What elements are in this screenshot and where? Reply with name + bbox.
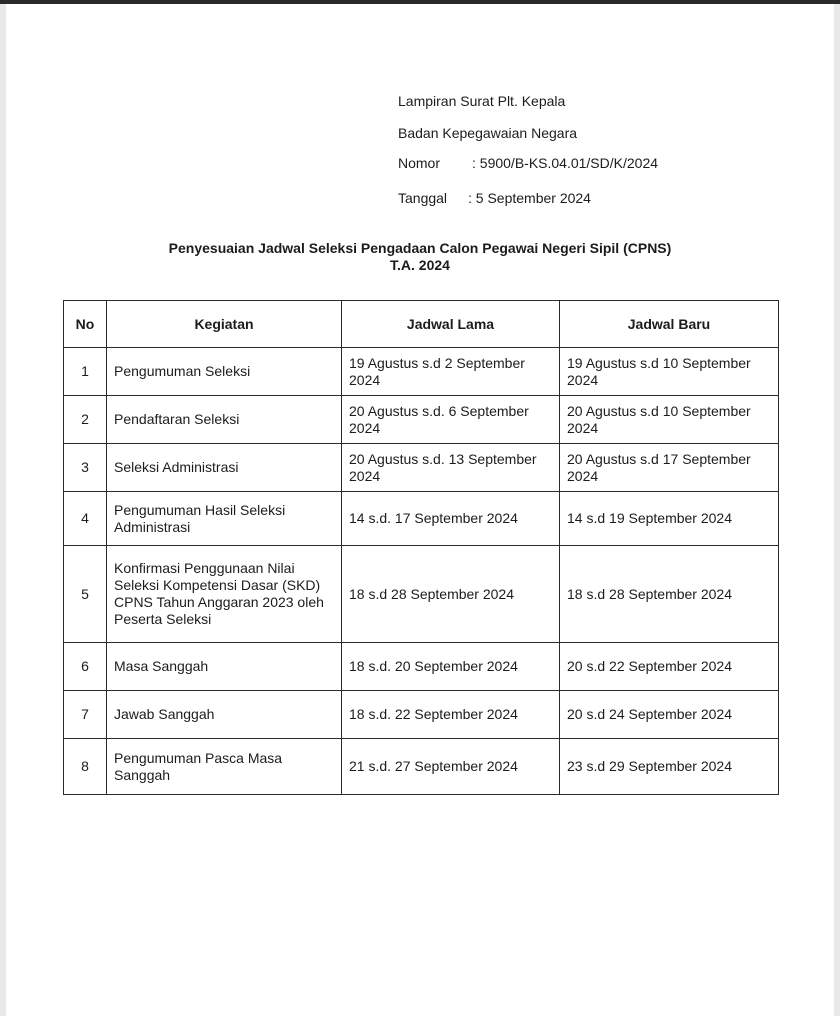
row-no: 3 bbox=[64, 444, 107, 492]
table-row bbox=[64, 348, 779, 396]
row-no: 2 bbox=[64, 396, 107, 444]
row-jadwal-lama: 20 Agustus s.d. 6 September 2024 bbox=[342, 396, 560, 444]
tanggal-label: Tanggal bbox=[398, 190, 448, 206]
row-jadwal-lama: 21 s.d. 27 September 2024 bbox=[342, 739, 560, 795]
row-jadwal-baru: 14 s.d 19 September 2024 bbox=[560, 492, 779, 546]
table-row bbox=[64, 492, 779, 546]
header-kegiatan: Kegiatan bbox=[107, 301, 342, 348]
row-kegiatan: Konfirmasi Penggunaan Nilai Seleksi Kompetensi Dasar (SKD) CPNS Tahun Anggaran 2023 oleh Peserta Seleksi bbox=[107, 546, 342, 643]
row-jadwal-lama: 18 s.d 28 September 2024 bbox=[342, 546, 560, 643]
row-kegiatan: Pendaftaran Seleksi bbox=[107, 396, 342, 444]
row-jadwal-baru: 20 Agustus s.d 10 September 2024 bbox=[560, 396, 779, 444]
row-no: 5 bbox=[64, 546, 107, 643]
row-kegiatan: Pengumuman Seleksi bbox=[107, 348, 342, 396]
table-row bbox=[64, 643, 779, 691]
row-jadwal-lama: 14 s.d. 17 September 2024 bbox=[342, 492, 560, 546]
row-jadwal-lama: 19 Agustus s.d 2 September 2024 bbox=[342, 348, 560, 396]
title-line-1: Penyesuaian Jadwal Seleksi Pengadaan Calon Pegawai Negeri Sipil (CPNS) bbox=[168, 240, 672, 256]
row-no: 8 bbox=[64, 739, 107, 795]
row-no: 4 bbox=[64, 492, 107, 546]
table-row bbox=[64, 739, 779, 795]
header-nomor bbox=[398, 155, 658, 171]
header-line-agency: Badan Kepegawaian Negara bbox=[398, 125, 578, 141]
header-jadwal-baru: Jadwal Baru bbox=[560, 301, 779, 348]
row-no: 1 bbox=[64, 348, 107, 396]
row-kegiatan: Masa Sanggah bbox=[107, 643, 342, 691]
row-kegiatan: Jawab Sanggah bbox=[107, 691, 342, 739]
nomor-label: Nomor bbox=[398, 155, 441, 171]
row-jadwal-baru: 20 s.d 22 September 2024 bbox=[560, 643, 779, 691]
nomor-value: : 5900/B-KS.04.01/SD/K/2024 bbox=[472, 155, 659, 171]
row-jadwal-lama: 18 s.d. 22 September 2024 bbox=[342, 691, 560, 739]
row-jadwal-baru: 19 Agustus s.d 10 September 2024 bbox=[560, 348, 779, 396]
row-kegiatan: Pengumuman Pasca Masa Sanggah bbox=[107, 739, 342, 795]
table-row bbox=[64, 546, 779, 643]
row-jadwal-baru: 23 s.d 29 September 2024 bbox=[560, 739, 779, 795]
row-jadwal-lama: 20 Agustus s.d. 13 September 2024 bbox=[342, 444, 560, 492]
header-jadwal-lama: Jadwal Lama bbox=[342, 301, 560, 348]
table-row bbox=[64, 691, 779, 739]
row-kegiatan: Seleksi Administrasi bbox=[107, 444, 342, 492]
table-row bbox=[64, 444, 779, 492]
header-tanggal bbox=[398, 190, 591, 206]
row-no: 6 bbox=[64, 643, 107, 691]
row-jadwal-lama: 18 s.d. 20 September 2024 bbox=[342, 643, 560, 691]
row-kegiatan: Pengumuman Hasil Seleksi Administrasi bbox=[107, 492, 342, 546]
title-line-2: T.A. 2024 bbox=[390, 257, 450, 273]
table-row bbox=[64, 396, 779, 444]
tanggal-value: : 5 September 2024 bbox=[468, 190, 591, 206]
table-header-row bbox=[64, 301, 779, 348]
row-jadwal-baru: 20 Agustus s.d 17 September 2024 bbox=[560, 444, 779, 492]
header-no: No bbox=[64, 301, 107, 348]
schedule-table bbox=[63, 300, 779, 795]
row-jadwal-baru: 18 s.d 28 September 2024 bbox=[560, 546, 779, 643]
header-line-lampiran: Lampiran Surat Plt. Kepala bbox=[398, 93, 566, 109]
document-title bbox=[56, 240, 784, 274]
row-jadwal-baru: 20 s.d 24 September 2024 bbox=[560, 691, 779, 739]
row-no: 7 bbox=[64, 691, 107, 739]
